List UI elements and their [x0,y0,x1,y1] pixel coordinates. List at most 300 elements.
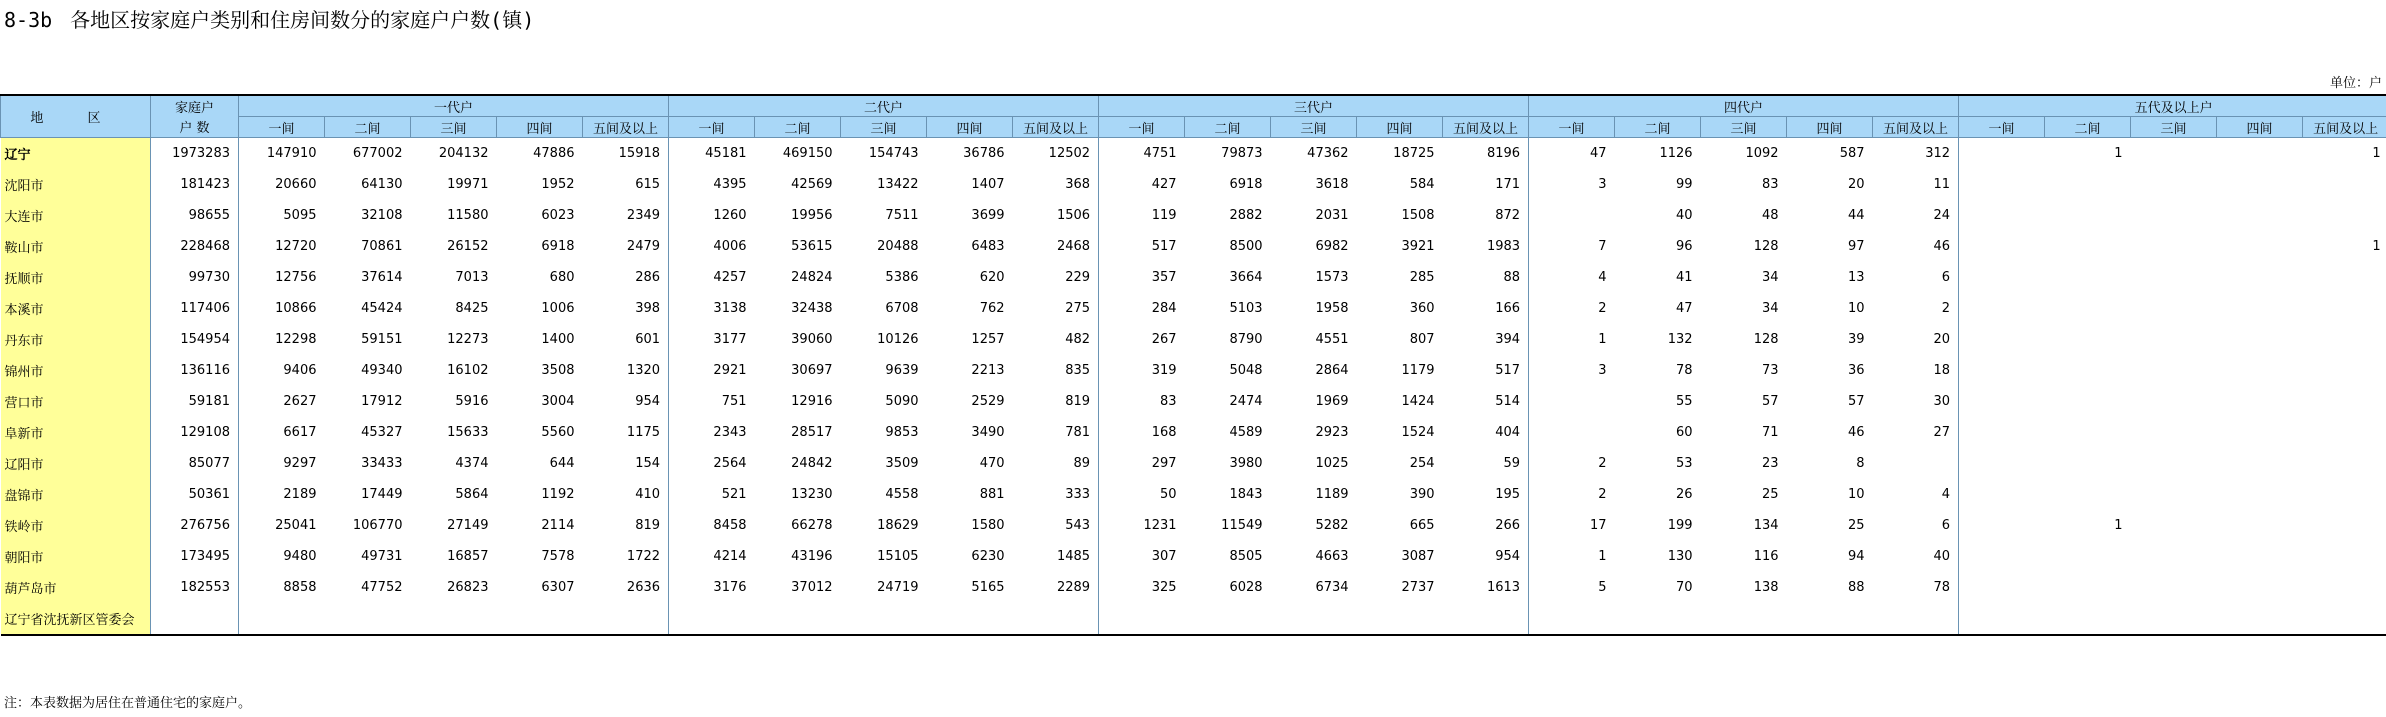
data-cell [2131,541,2217,572]
data-cell: 19971 [447,177,489,192]
data-cell: 4 [1873,479,1959,510]
data-cell: 37614 [361,270,403,285]
data-cell [2217,479,2303,510]
data-cell [1959,200,2045,231]
data-cell [1959,417,2045,448]
header-rooms-5-2: 二间 [2045,117,2131,138]
data-cell: 266 [1443,510,1529,541]
header-row-rooms [1,117,2386,138]
data-cell: 2189 [283,487,317,502]
data-cell: 5916 [455,394,489,409]
data-cell: 1424 [1401,394,1435,409]
data-cell: 36 [1848,363,1865,378]
row-total-cell: 129108 [151,417,239,448]
data-cell: 644 [549,456,575,471]
data-cell: 762 [979,301,1005,316]
header-row-groups [1,95,2386,117]
data-cell [2217,231,2303,262]
data-cell [2045,324,2131,355]
data-cell: 543 [1013,510,1099,541]
data-cell: 1508 [1401,208,1435,223]
data-cell: 24824 [791,270,833,285]
data-cell [2303,200,2386,231]
row-total-cell: 136116 [151,355,239,386]
data-cell: 12756 [275,270,317,285]
data-cell [1529,603,1615,635]
data-cell: 5095 [283,208,317,223]
data-cell: 11 [1873,169,1959,200]
data-cell [1357,603,1443,635]
data-cell: 199 [1667,518,1693,533]
data-cell: 70861 [361,239,403,254]
data-cell: 677002 [352,146,403,161]
data-cell: 2864 [1315,363,1349,378]
data-cell: 469150 [782,146,833,161]
table-row [1,386,2386,417]
data-cell: 3 [1598,363,1607,378]
data-cell: 3508 [541,363,575,378]
data-cell: 2289 [1013,572,1099,603]
data-cell: 9297 [283,456,317,471]
data-cell: 1958 [1315,301,1349,316]
data-cell: 13422 [877,177,919,192]
data-cell: 587 [1839,146,1865,161]
data-cell: 10 [1848,487,1865,502]
data-cell: 297 [1151,456,1177,471]
data-cell: 27 [1873,417,1959,448]
data-cell: 1 [1598,332,1607,347]
data-cell: 2479 [583,231,669,262]
row-total-cell: 98655 [151,200,239,231]
data-cell: 284 [1151,301,1177,316]
data-cell: 1 [2114,518,2123,533]
data-cell: 819 [1013,386,1099,417]
data-cell: 3921 [1401,239,1435,254]
data-cell: 26823 [447,580,489,595]
data-cell: 835 [1013,355,1099,386]
data-cell [2217,448,2303,479]
data-cell: 24842 [791,456,833,471]
data-cell [669,603,755,635]
data-cell [1959,541,2045,572]
data-cell: 3490 [971,425,1005,440]
data-cell: 30 [1873,386,1959,417]
data-cell: 18725 [1393,146,1435,161]
data-cell: 32438 [791,301,833,316]
data-cell [2131,448,2217,479]
data-cell [2045,355,2131,386]
data-cell [2217,200,2303,231]
data-cell: 23 [1762,456,1779,471]
table-row [1,231,2386,262]
data-cell: 1260 [713,208,747,223]
row-total-cell [151,603,239,635]
data-cell [2045,293,2131,324]
data-cell: 2213 [971,363,1005,378]
data-cell [1529,417,1615,448]
data-cell: 154743 [868,146,919,161]
data-cell [1959,386,2045,417]
header-group-4: 四代户 [1529,95,1959,117]
data-cell: 154 [583,448,669,479]
header-rooms-1-2: 二间 [325,117,411,138]
data-cell: 4257 [713,270,747,285]
data-cell: 3618 [1315,177,1349,192]
row-area-cell: 本溪市 [1,293,151,324]
data-cell: 37012 [791,580,833,595]
data-cell: 12273 [447,332,489,347]
data-cell: 6230 [971,549,1005,564]
row-total-cell: 181423 [151,169,239,200]
data-cell: 1189 [1315,487,1349,502]
header-rooms-5-3: 三间 [2131,117,2217,138]
data-cell: 1400 [541,332,575,347]
data-cell: 3177 [713,332,747,347]
header-rooms-3-2: 二间 [1185,117,1271,138]
data-cell [1787,603,1873,635]
data-cell: 1 [1598,549,1607,564]
data-cell: 46 [1873,231,1959,262]
data-cell [2045,169,2131,200]
data-cell: 4214 [713,549,747,564]
data-cell: 48 [1762,208,1779,223]
data-cell: 5560 [541,425,575,440]
data-cell: 2349 [583,200,669,231]
data-cell [2303,324,2386,355]
data-cell: 32108 [361,208,403,223]
data-cell: 8425 [455,301,489,316]
data-cell: 6028 [1229,580,1263,595]
data-cell: 2921 [713,363,747,378]
header-total-line2: 户 数 [151,117,239,138]
data-cell [2303,603,2386,635]
data-cell: 2627 [283,394,317,409]
data-cell: 106770 [352,518,403,533]
data-cell: 1485 [1013,541,1099,572]
data-cell: 2882 [1229,208,1263,223]
data-cell: 517 [1151,239,1177,254]
data-cell: 319 [1151,363,1177,378]
data-cell: 3509 [885,456,919,471]
data-cell: 45424 [361,301,403,316]
data-cell: 1257 [971,332,1005,347]
data-cell: 50 [1159,487,1177,502]
data-cell [755,603,841,635]
data-cell: 394 [1443,324,1529,355]
data-cell: 521 [721,487,747,502]
data-cell: 360 [1409,301,1435,316]
data-cell: 46 [1848,425,1865,440]
data-cell: 130 [1667,549,1693,564]
data-cell: 1006 [541,301,575,316]
data-cell [2131,417,2217,448]
data-cell: 229 [1013,262,1099,293]
header-rooms-2-2: 二间 [755,117,841,138]
data-cell [1443,603,1529,635]
header-rooms-2-5: 五间及以上 [1013,117,1099,138]
data-cell: 10 [1848,301,1865,316]
data-cell [1959,262,2045,293]
data-cell [1615,603,1701,635]
data-cell: 2 [1598,301,1607,316]
data-cell: 1320 [583,355,669,386]
unit-label: 单位：户 [2329,76,2382,91]
data-cell [1873,448,1959,479]
data-cell [2131,138,2217,170]
data-cell [2303,479,2386,510]
header-rooms-3-4: 四间 [1357,117,1443,138]
row-total-cell: 173495 [151,541,239,572]
data-cell: 59151 [361,332,403,347]
data-cell: 66278 [791,518,833,533]
header-rooms-4-3: 三间 [1701,117,1787,138]
data-cell [1959,324,2045,355]
data-cell: 128 [1753,239,1779,254]
data-cell: 204132 [438,146,489,161]
row-area-cell: 营口市 [1,386,151,417]
data-cell: 357 [1151,270,1177,285]
data-cell: 1573 [1315,270,1349,285]
table-row [1,200,2386,231]
data-cell [2303,510,2386,541]
row-area-cell: 辽宁省沈抚新区管委会 [1,603,151,635]
data-cell: 20 [1848,177,1865,192]
data-cell: 1 [2114,146,2123,161]
data-cell: 6918 [541,239,575,254]
table-row [1,417,2386,448]
data-cell: 168 [1151,425,1177,440]
data-cell: 8196 [1443,138,1529,170]
data-cell: 11580 [447,208,489,223]
row-total-cell: 99730 [151,262,239,293]
data-cell: 1843 [1229,487,1263,502]
table-row [1,262,2386,293]
data-cell: 70 [1676,580,1693,595]
data-cell: 881 [979,487,1005,502]
data-cell [2045,231,2131,262]
data-cell: 34 [1762,270,1779,285]
data-cell [1959,293,2045,324]
data-cell: 6 [1873,262,1959,293]
table-row [1,572,2386,603]
data-cell: 7013 [455,270,489,285]
data-cell: 166 [1443,293,1529,324]
data-cell: 26152 [447,239,489,254]
data-cell [497,603,583,635]
data-cell [2131,293,2217,324]
data-cell [841,603,927,635]
data-cell [1013,603,1099,635]
data-cell: 1952 [541,177,575,192]
data-cell: 1983 [1443,231,1529,262]
data-cell: 28517 [791,425,833,440]
data-cell: 78 [1873,572,1959,603]
row-area-cell: 丹东市 [1,324,151,355]
data-cell: 3664 [1229,270,1263,285]
data-cell [583,603,669,635]
data-cell: 254 [1409,456,1435,471]
header-rooms-1-1: 一间 [239,117,325,138]
row-area-cell: 鞍山市 [1,231,151,262]
data-cell: 97 [1848,239,1865,254]
data-cell: 1722 [583,541,669,572]
data-cell: 819 [583,510,669,541]
data-cell: 1 [2372,239,2381,254]
header-rooms-4-1: 一间 [1529,117,1615,138]
header-area: 地 区 [1,95,151,138]
data-cell: 1179 [1401,363,1435,378]
data-cell: 39060 [791,332,833,347]
data-cell: 2 [1598,487,1607,502]
data-cell [2303,262,2386,293]
data-cell: 18 [1873,355,1959,386]
data-cell: 410 [583,479,669,510]
data-cell: 1 [2372,146,2381,161]
data-cell [1701,603,1787,635]
data-cell: 11549 [1221,518,1263,533]
data-cell: 954 [583,386,669,417]
data-cell [2217,541,2303,572]
data-cell: 3980 [1229,456,1263,471]
data-cell: 9853 [885,425,919,440]
data-cell [1529,386,1615,417]
data-cell [2303,448,2386,479]
data-cell: 4 [1598,270,1607,285]
data-cell [2217,572,2303,603]
data-cell [411,603,497,635]
data-cell [2045,541,2131,572]
data-cell: 40 [1873,541,1959,572]
header-rooms-4-2: 二间 [1615,117,1701,138]
data-cell [2217,138,2303,170]
data-cell: 1025 [1315,456,1349,471]
row-total-cell: 154954 [151,324,239,355]
data-cell: 96 [1676,239,1693,254]
data-cell: 40 [1676,208,1693,223]
table-row [1,293,2386,324]
data-cell: 286 [583,262,669,293]
data-cell [2045,479,2131,510]
data-cell: 49731 [361,549,403,564]
data-cell [2217,386,2303,417]
row-total-cell: 228468 [151,231,239,262]
data-cell [2217,355,2303,386]
data-cell: 1175 [583,417,669,448]
data-cell [1959,572,2045,603]
data-cell: 514 [1443,386,1529,417]
data-cell: 8505 [1229,549,1263,564]
data-cell: 6982 [1315,239,1349,254]
data-cell: 872 [1443,200,1529,231]
data-cell [1959,479,2045,510]
data-cell: 24719 [877,580,919,595]
data-cell: 7511 [885,208,919,223]
data-cell [2303,541,2386,572]
data-cell: 8458 [713,518,747,533]
data-cell: 3176 [713,580,747,595]
data-cell: 79873 [1221,146,1263,161]
table-row [1,448,2386,479]
data-cell: 83 [1762,177,1779,192]
data-cell [2131,386,2217,417]
data-cell: 55 [1676,394,1693,409]
data-cell: 4589 [1229,425,1263,440]
data-cell [2217,510,2303,541]
header-rooms-1-4: 四间 [497,117,583,138]
table-row [1,541,2386,572]
data-cell: 12916 [791,394,833,409]
data-cell: 88 [1443,262,1529,293]
data-cell: 6023 [541,208,575,223]
data-cell: 5048 [1229,363,1263,378]
data-cell: 4006 [713,239,747,254]
table-row [1,510,2386,541]
data-cell: 680 [549,270,575,285]
row-area-cell: 阜新市 [1,417,151,448]
data-cell [325,603,411,635]
data-cell: 9639 [885,363,919,378]
data-cell: 1613 [1443,572,1529,603]
row-total-cell: 276756 [151,510,239,541]
data-cell [2131,200,2217,231]
data-cell: 6734 [1315,580,1349,595]
row-total-cell: 59181 [151,386,239,417]
data-cell [1959,510,2045,541]
header-rooms-5-4: 四间 [2217,117,2303,138]
data-cell: 128 [1753,332,1779,347]
data-cell: 99 [1676,177,1693,192]
data-cell: 132 [1667,332,1693,347]
data-cell: 16857 [447,549,489,564]
data-cell: 6708 [885,301,919,316]
table-row [1,138,2386,170]
data-cell [2217,169,2303,200]
data-cell: 517 [1443,355,1529,386]
data-cell: 1192 [541,487,575,502]
data-cell [2131,169,2217,200]
data-cell: 26 [1676,487,1693,502]
data-cell [2131,603,2217,635]
data-cell [2303,572,2386,603]
data-cell: 751 [721,394,747,409]
data-cell: 39 [1848,332,1865,347]
data-cell: 43196 [791,549,833,564]
data-cell: 5386 [885,270,919,285]
data-cell: 64130 [361,177,403,192]
data-cell [2045,262,2131,293]
data-cell: 5 [1598,580,1607,595]
data-cell [2131,479,2217,510]
data-cell [1959,169,2045,200]
data-cell: 17912 [361,394,403,409]
data-cell [2217,293,2303,324]
row-area-cell: 辽宁 [1,138,151,170]
table-title-text: 各地区按家庭户类别和住房间数分的家庭户户数(镇) [70,8,535,32]
table-row [1,355,2386,386]
data-cell: 2737 [1401,580,1435,595]
data-cell [1099,603,1185,635]
data-cell: 47362 [1307,146,1349,161]
data-cell: 275 [1013,293,1099,324]
data-cell: 1969 [1315,394,1349,409]
data-cell: 24 [1873,200,1959,231]
row-area-cell: 大连市 [1,200,151,231]
data-cell: 5090 [885,394,919,409]
row-area-cell: 葫芦岛市 [1,572,151,603]
data-cell: 9406 [283,363,317,378]
header-rooms-3-1: 一间 [1099,117,1185,138]
data-cell: 60 [1676,425,1693,440]
